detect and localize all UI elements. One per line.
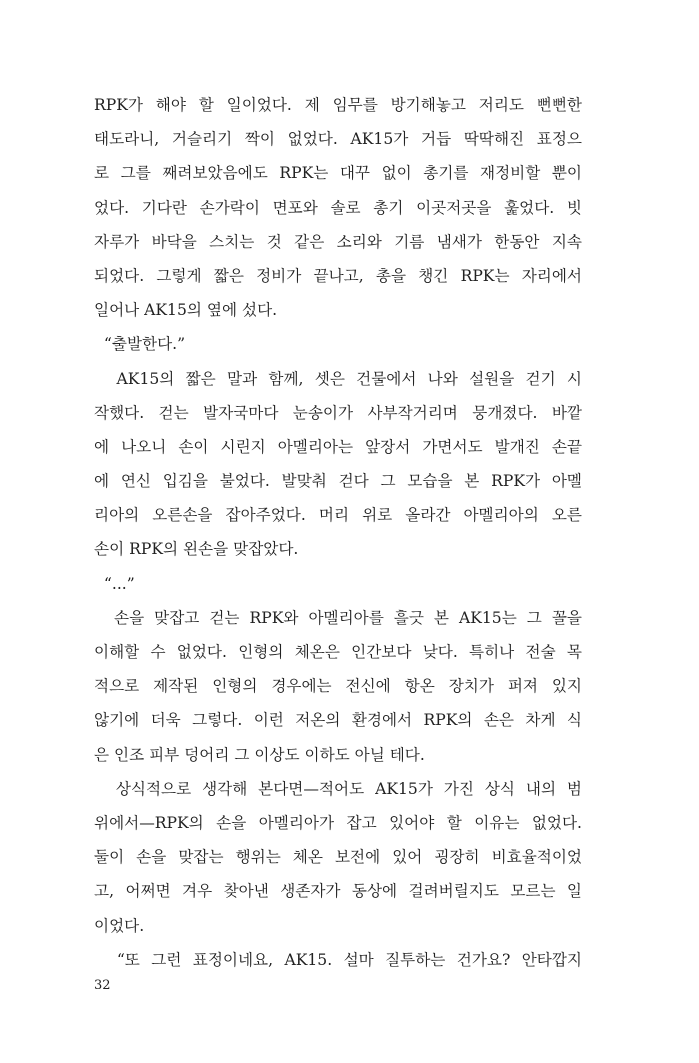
text-line: 상식적으로 생각해 본다면—적어도 AK15가 가진 상식 내의 범 [94, 779, 582, 798]
text-line: 은 인조 피부 덩어리 그 이상도 이하도 아닐 테다. [94, 745, 425, 764]
text-line: 적으로 제작된 인형의 경우에는 전신에 항온 장치가 퍼져 있지 [94, 677, 582, 696]
text-line: 이해할 수 없었다. 인형의 체온은 인간보다 낮다. 특히나 전술 목 [94, 643, 582, 661]
text-line: “또 그런 표정이네요, AK15. 설마 질투하는 건가요? 안타깝지 [94, 950, 582, 969]
text-line: 자루가 바닥을 스치는 것 같은 소리와 기름 냄새가 한동안 지속 [94, 232, 582, 251]
text-line: 태도라니, 거슬리기 짝이 없었다. AK15가 거듭 딱딱해진 표정으 [94, 130, 582, 149]
text-line: AK15의 짧은 말과 함께, 셋은 건물에서 나와 설원을 걷기 시 [94, 369, 582, 388]
text-line: 손이 RPK의 왼손을 맞잡았다. [94, 540, 299, 559]
text-line: 에 나오니 손이 시린지 아멜리아는 앞장서 가면서도 발개진 손끝 [94, 437, 582, 456]
text-line: 되었다. 그렇게 짧은 정비가 끝나고, 총을 챙긴 RPK는 자리에서 [94, 266, 582, 285]
text-line: “출발한다.” [94, 335, 186, 354]
text-line: 않기에 더욱 그렇다. 이런 저온의 환경에서 RPK의 손은 차게 식 [94, 711, 582, 730]
text-line: 손을 맞잡고 걷는 RPK와 아멜리아를 흘긋 본 AK15는 그 꼴을 [94, 608, 582, 627]
text-line: RPK가 해야 할 일이었다. 제 임무를 방기해놓고 저리도 뻔뻔한 [94, 96, 582, 114]
text-line: 일어나 AK15의 옆에 섰다. [94, 301, 278, 320]
text-line: “...” [94, 574, 135, 593]
text-line: 에 연신 입김을 불었다. 발맞춰 걷다 그 모습을 본 RPK가 아멜 [94, 472, 582, 491]
text-line: 리아의 오른손을 잡아주었다. 머리 위로 올라간 아멜리아의 오른 [94, 506, 582, 525]
page-number: 32 [94, 978, 111, 993]
text-line: 고, 어쩌면 겨우 찾아낸 생존자가 동상에 걸려버릴지도 모르는 일 [94, 882, 582, 901]
text-line: 작했다. 걷는 발자국마다 눈송이가 사부작거리며 뭉개졌다. 바깥 [94, 403, 582, 422]
text-line: 었다. 기다란 손가락이 면포와 솔로 총기 이곳저곳을 훑었다. 빗 [94, 198, 582, 217]
text-line: 위에서—RPK의 손을 아멜리아가 잡고 있어야 할 이유는 없었다. [94, 813, 582, 832]
text-line: 둘이 손을 맞잡는 행위는 체온 보전에 있어 굉장히 비효율적이었 [94, 848, 582, 867]
text-line: 로 그를 째려보았음에도 RPK는 대꾸 없이 총기를 재정비할 뿐이 [94, 164, 582, 183]
text-line: 이었다. [94, 916, 145, 935]
body-text [94, 88, 582, 977]
